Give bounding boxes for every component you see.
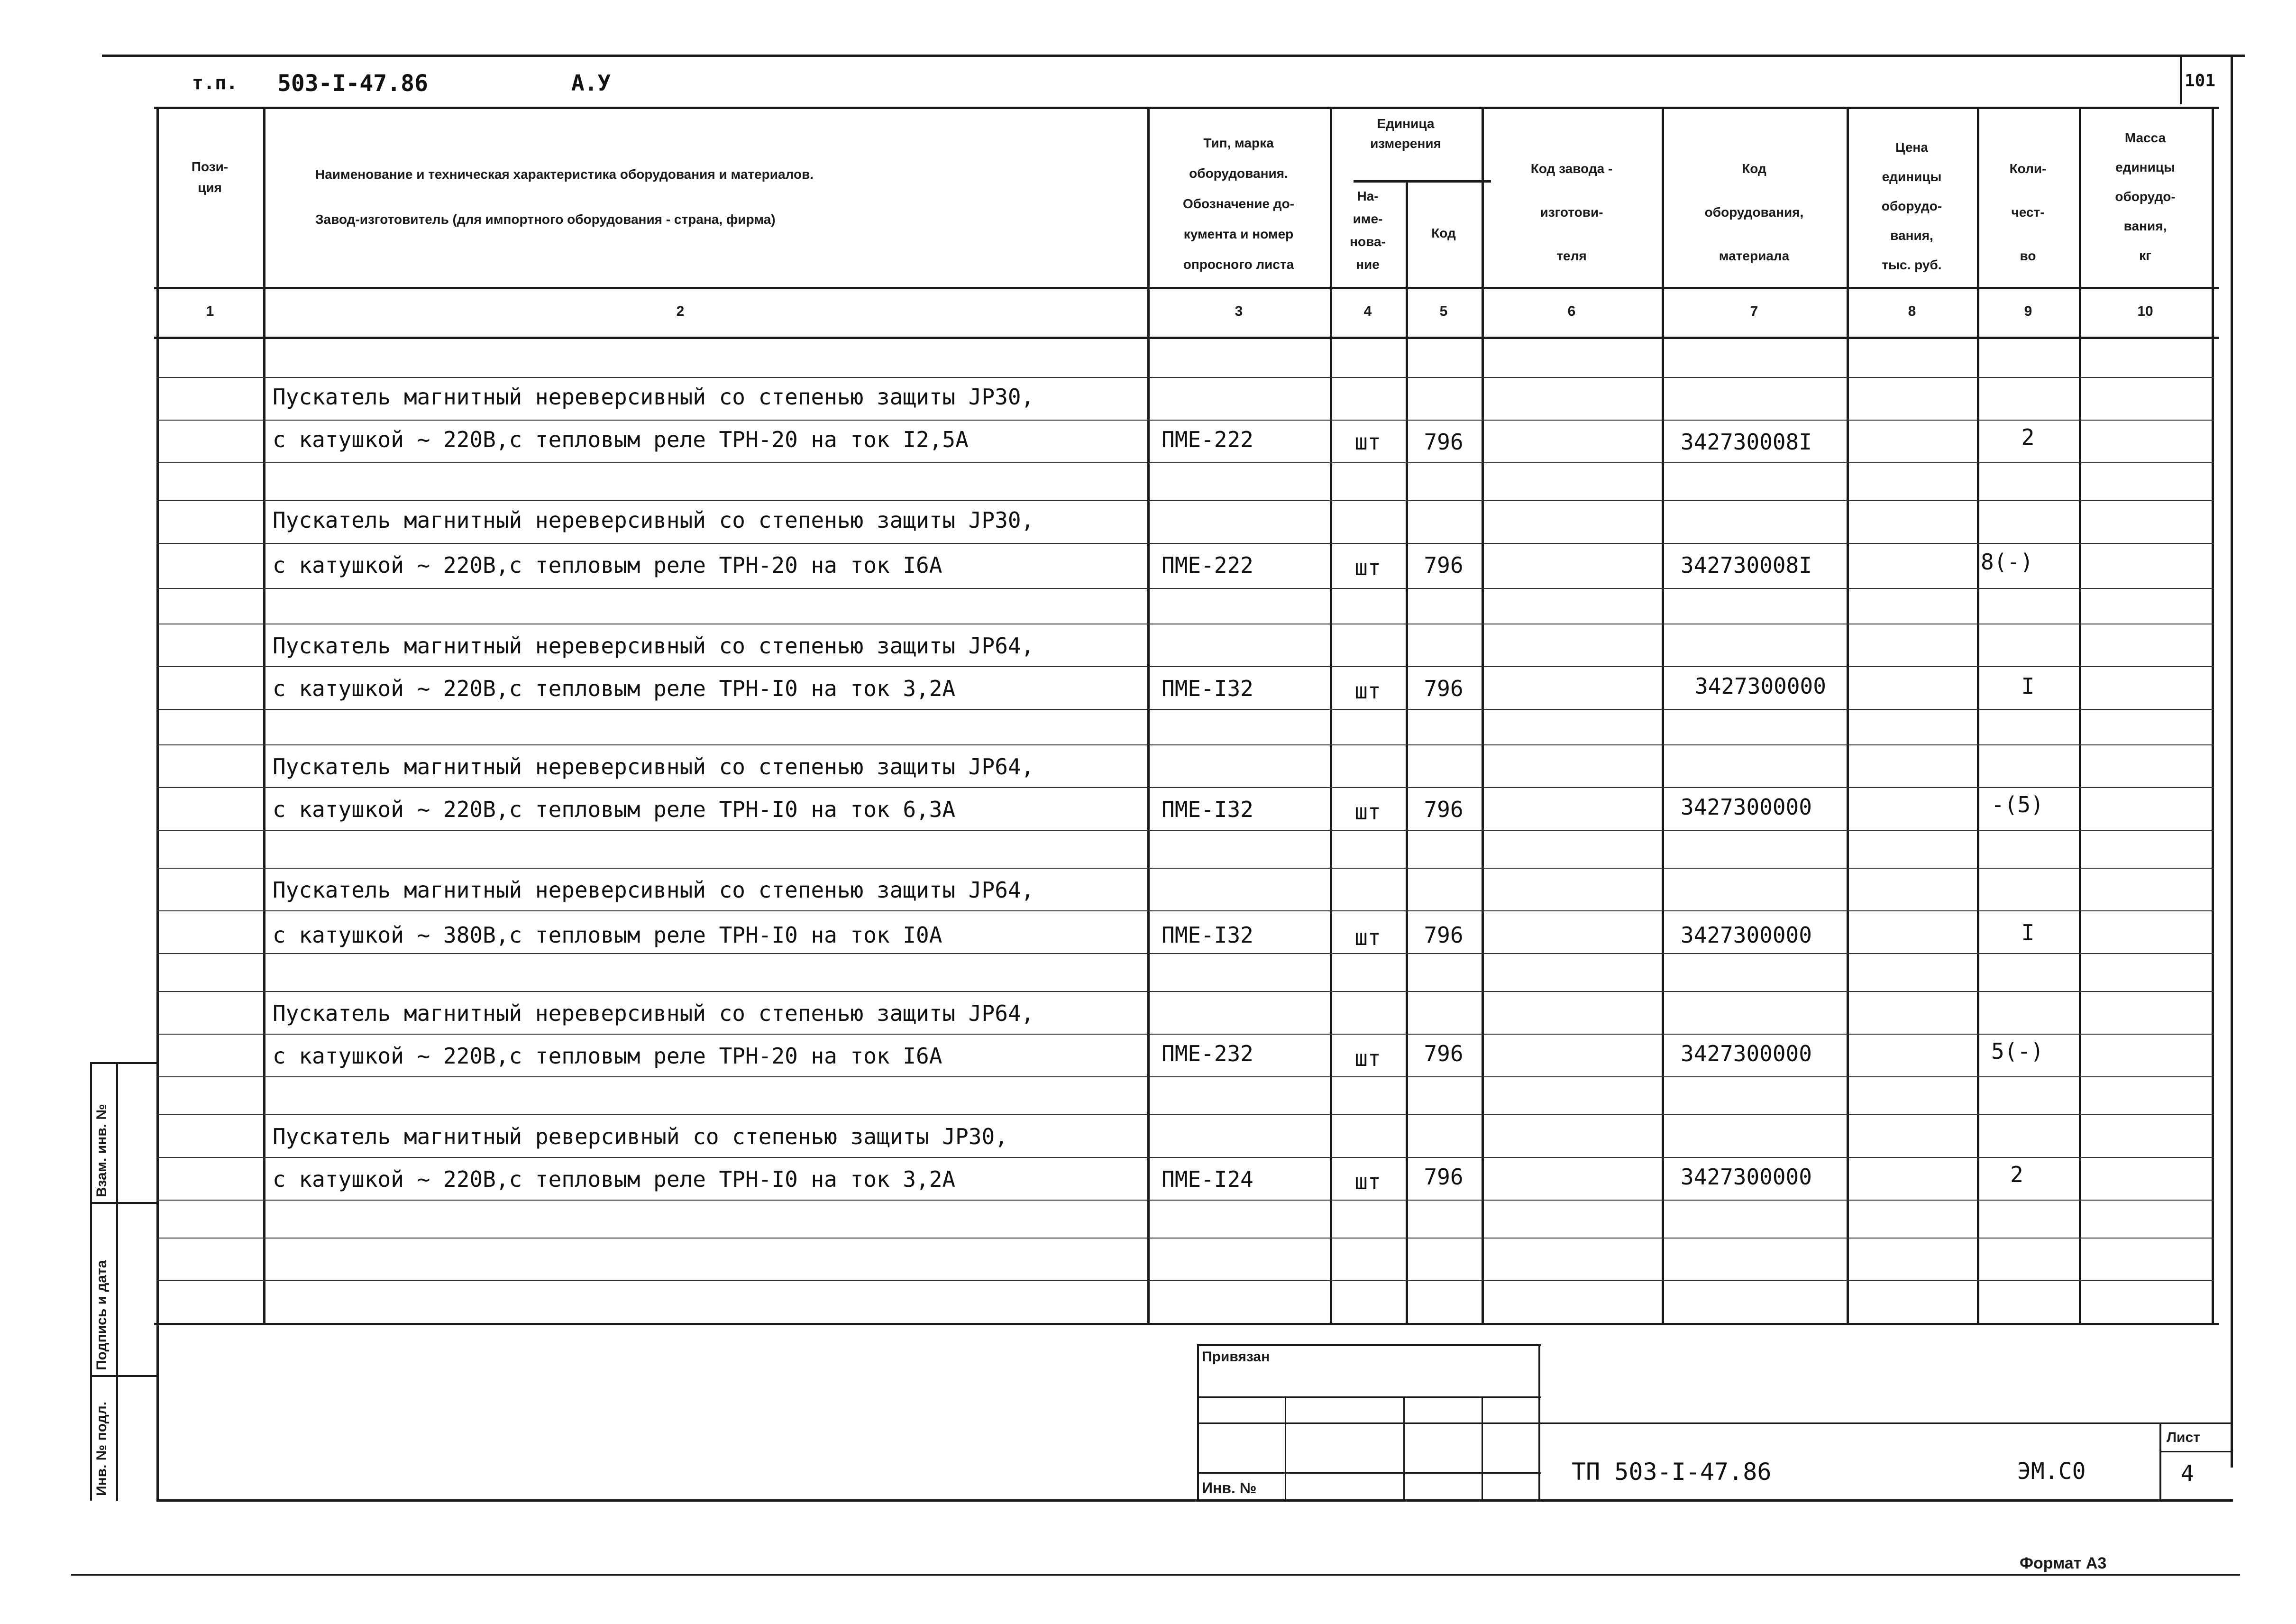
item-4-description-line2: с катушкой ~ 220В,с тепловым реле ТРН-I0 на ток 6,3А bbox=[273, 797, 956, 822]
item-5-description-line1: Пускатель магнитный нереверсивный со степенью защиты JP64, bbox=[273, 877, 1034, 903]
header-type: Тип, марка оборудования. Обозначение до- кумента и номер опросного листа bbox=[1182, 136, 1295, 272]
table-bottom-border bbox=[154, 1323, 2219, 1325]
unit-group-divider bbox=[1354, 180, 1491, 183]
row-line bbox=[156, 709, 2214, 710]
header-position: Пози- ция bbox=[191, 159, 229, 195]
header-quantity: Коли- чест- во bbox=[2009, 161, 2047, 263]
stamp-doc-code: ТП 503-I-47.86 bbox=[1572, 1458, 1772, 1486]
col-line-8 bbox=[1977, 107, 1979, 1325]
colnum-1: 1 bbox=[206, 303, 214, 319]
item-5-description-line2: с катушкой ~ 380В,с тепловым реле ТРН-I0 на ток I0А bbox=[273, 922, 942, 948]
item-5-unit: шт bbox=[1354, 925, 1381, 950]
item-4-unit: шт bbox=[1354, 799, 1381, 825]
col-line-7 bbox=[1847, 107, 1849, 1325]
side-label-signature: Подпись и дата bbox=[94, 1260, 110, 1370]
item-2-equip-code: 342730008I bbox=[1681, 552, 1812, 578]
col-line-1 bbox=[263, 107, 265, 1325]
item-7-description-line1: Пускатель магнитный реверсивный со степенью защиты JP30, bbox=[273, 1124, 1008, 1149]
item-6-type: ПМЕ-232 bbox=[1162, 1041, 1253, 1066]
side-strip-top bbox=[90, 1062, 156, 1064]
item-6-description-line1: Пускатель магнитный нереверсивный со степенью защиты JP64, bbox=[273, 1000, 1034, 1026]
row-line bbox=[156, 420, 2214, 421]
item-6-equip-code: 3427300000 bbox=[1681, 1041, 1812, 1066]
row-line bbox=[156, 1280, 2214, 1281]
item-1-unit-code: 796 bbox=[1424, 429, 1464, 455]
col-line-6 bbox=[1662, 107, 1664, 1325]
item-2-unit: шт bbox=[1354, 555, 1381, 580]
item-3-description-line1: Пускатель магнитный нереверсивный со степенью защиты JP64, bbox=[273, 633, 1034, 659]
row-line bbox=[156, 910, 2214, 911]
col-line-2 bbox=[1147, 107, 1150, 1325]
item-2-description-line2: с катушкой ~ 220В,с тепловым реле ТРН-20 на ток I6А bbox=[273, 552, 942, 578]
item-3-type: ПМЕ-I32 bbox=[1162, 676, 1253, 701]
row-line bbox=[156, 868, 2214, 869]
col-line-10 bbox=[2212, 107, 2214, 1325]
item-1-description-line1: Пускатель магнитный нереверсивный со степенью защиты JP30, bbox=[273, 384, 1034, 410]
stamp-bound-top bbox=[1197, 1344, 1541, 1346]
side-label-inv-podl: Инв. № подл. bbox=[94, 1401, 110, 1496]
colnum-8: 8 bbox=[1908, 303, 1916, 319]
header-unit-name: На- име- нова- ние bbox=[1350, 189, 1386, 272]
item-2-qty: 8(-) bbox=[1981, 549, 2033, 575]
item-7-type: ПМЕ-I24 bbox=[1162, 1166, 1253, 1192]
row-line bbox=[156, 462, 2214, 463]
item-4-type: ПМЕ-I32 bbox=[1162, 797, 1253, 822]
sheet-box-divider bbox=[2159, 1451, 2231, 1452]
stamp-inv-label: Инв. № bbox=[1202, 1479, 1257, 1496]
stamp-row-1 bbox=[1197, 1396, 1541, 1398]
section-label: А.У bbox=[571, 70, 611, 96]
item-4-description-line1: Пускатель магнитный нереверсивный со степенью защиты JP64, bbox=[273, 754, 1034, 780]
stamp-col-3 bbox=[1482, 1396, 1483, 1501]
item-1-unit: шт bbox=[1354, 429, 1381, 455]
item-6-unit-code: 796 bbox=[1424, 1041, 1464, 1066]
item-2-description-line1: Пускатель магнитный нереверсивный со степенью защиты JP30, bbox=[273, 507, 1034, 533]
row-line bbox=[156, 1200, 2214, 1201]
sheet-number: 4 bbox=[2181, 1460, 2194, 1486]
col-line-5 bbox=[1482, 107, 1484, 1325]
colnum-6: 6 bbox=[1567, 303, 1576, 319]
stamp-row-3 bbox=[1197, 1472, 1541, 1474]
colnum-3: 3 bbox=[1235, 303, 1243, 319]
item-5-equip-code: 3427300000 bbox=[1681, 922, 1812, 948]
item-6-description-line2: с катушкой ~ 220В,с тепловым реле ТРН-20 на ток I6А bbox=[273, 1043, 942, 1069]
bottom-rule bbox=[71, 1574, 2240, 1576]
header-description: Наименование и техническая характеристика оборудования и материалов. Завод-изготовитель (для импортного оборудования - страна, фирма) bbox=[315, 167, 814, 227]
item-3-qty: I bbox=[2021, 673, 2035, 699]
item-1-qty: 2 bbox=[2021, 424, 2035, 450]
top-border bbox=[102, 55, 2245, 57]
row-line bbox=[156, 500, 2214, 501]
header-price: Цена единицы оборудо- вания, тыс. руб. bbox=[1881, 140, 1942, 272]
item-3-unit: шт bbox=[1354, 678, 1381, 704]
row-line bbox=[156, 1076, 2214, 1077]
table-top-border bbox=[154, 107, 2219, 109]
sheet-box-left bbox=[2159, 1422, 2161, 1501]
colnum-10: 10 bbox=[2137, 303, 2153, 319]
row-line bbox=[156, 666, 2214, 667]
item-4-qty: -(5) bbox=[1991, 792, 2044, 817]
row-line bbox=[156, 953, 2214, 954]
page-number-top: 101 bbox=[2185, 71, 2216, 91]
stamp-col-1 bbox=[1285, 1396, 1286, 1501]
row-line bbox=[156, 543, 2214, 544]
item-5-unit-code: 796 bbox=[1424, 922, 1464, 948]
col-line-9 bbox=[2079, 107, 2081, 1325]
row-line bbox=[156, 1034, 2214, 1035]
item-3-equip-code: 3427300000 bbox=[1695, 673, 1826, 699]
item-6-unit: шт bbox=[1354, 1046, 1381, 1071]
side-label-vzam: Взам. инв. № bbox=[94, 1104, 110, 1197]
header-plant-code: Код завода - изготови- теля bbox=[1530, 161, 1613, 263]
item-7-description-line2: с катушкой ~ 220В,с тепловым реле ТРН-I0 на ток 3,2А bbox=[273, 1166, 956, 1192]
item-2-type: ПМЕ-222 bbox=[1162, 552, 1253, 578]
row-line bbox=[156, 830, 2214, 831]
doc-number: 503-I-47.86 bbox=[277, 70, 428, 97]
stamp-col-2 bbox=[1403, 1396, 1405, 1501]
item-2-unit-code: 796 bbox=[1424, 552, 1464, 578]
colnum-2: 2 bbox=[676, 303, 685, 319]
col-line-4 bbox=[1406, 180, 1408, 1325]
colnum-bottom-border bbox=[154, 337, 2219, 339]
colnum-4: 4 bbox=[1363, 303, 1372, 319]
item-6-qty: 5(-) bbox=[1991, 1038, 2044, 1064]
stamp-bound-label: Привязан bbox=[1202, 1349, 1270, 1365]
colnum-7: 7 bbox=[1750, 303, 1758, 319]
left-frame-line bbox=[156, 107, 159, 1501]
row-line bbox=[156, 588, 2214, 589]
row-line bbox=[156, 1157, 2214, 1158]
tp-label: т.п. bbox=[192, 72, 238, 94]
item-3-unit-code: 796 bbox=[1424, 676, 1464, 701]
page-number-divider bbox=[2180, 57, 2182, 104]
col-line-3 bbox=[1330, 107, 1332, 1325]
item-1-description-line2: с катушкой ~ 220В,с тепловым реле ТРН-20 на ток I2,5А bbox=[273, 427, 969, 452]
item-7-qty: 2 bbox=[2010, 1162, 2023, 1187]
colnum-5: 5 bbox=[1439, 303, 1448, 319]
header-unit-group: Единица измерения bbox=[1370, 116, 1441, 151]
side-strip-left bbox=[90, 1062, 92, 1501]
item-1-type: ПМЕ-222 bbox=[1162, 427, 1253, 452]
item-3-description-line2: с катушкой ~ 220В,с тепловым реле ТРН-I0 на ток 3,2А bbox=[273, 676, 956, 701]
item-5-type: ПМЕ-I32 bbox=[1162, 922, 1253, 948]
sheet-label: Лист bbox=[2167, 1430, 2200, 1445]
right-outer-border bbox=[2231, 57, 2233, 1468]
item-1-equip-code: 342730008I bbox=[1681, 429, 1812, 455]
item-4-unit-code: 796 bbox=[1424, 797, 1464, 822]
header-bottom-border bbox=[154, 287, 2219, 289]
row-line bbox=[156, 991, 2214, 992]
row-line bbox=[156, 744, 2214, 745]
stamp-bottom-border bbox=[156, 1499, 2233, 1502]
stamp-mark: ЭМ.С0 bbox=[2017, 1458, 2086, 1485]
row-line bbox=[156, 377, 2214, 378]
header-equipment-code: Код оборудования, материала bbox=[1704, 161, 1804, 263]
item-5-qty: I bbox=[2021, 920, 2035, 945]
side-strip-mid bbox=[116, 1062, 118, 1501]
item-7-unit: шт bbox=[1354, 1169, 1381, 1194]
row-line bbox=[156, 787, 2214, 788]
row-line bbox=[156, 1238, 2214, 1239]
format-label: Формат А3 bbox=[2020, 1554, 2107, 1572]
header-unit-code: Код bbox=[1431, 226, 1456, 240]
item-7-equip-code: 3427300000 bbox=[1681, 1164, 1812, 1190]
header-mass: Масса единицы оборудо- вания, кг bbox=[2115, 130, 2176, 263]
item-4-equip-code: 3427300000 bbox=[1681, 794, 1812, 820]
side-strip-div1 bbox=[90, 1202, 156, 1204]
item-7-unit-code: 796 bbox=[1424, 1164, 1464, 1190]
row-line bbox=[156, 1114, 2214, 1115]
stamp-row-2 bbox=[1197, 1422, 2233, 1424]
colnum-9: 9 bbox=[2024, 303, 2032, 319]
side-strip-div2 bbox=[90, 1375, 156, 1377]
